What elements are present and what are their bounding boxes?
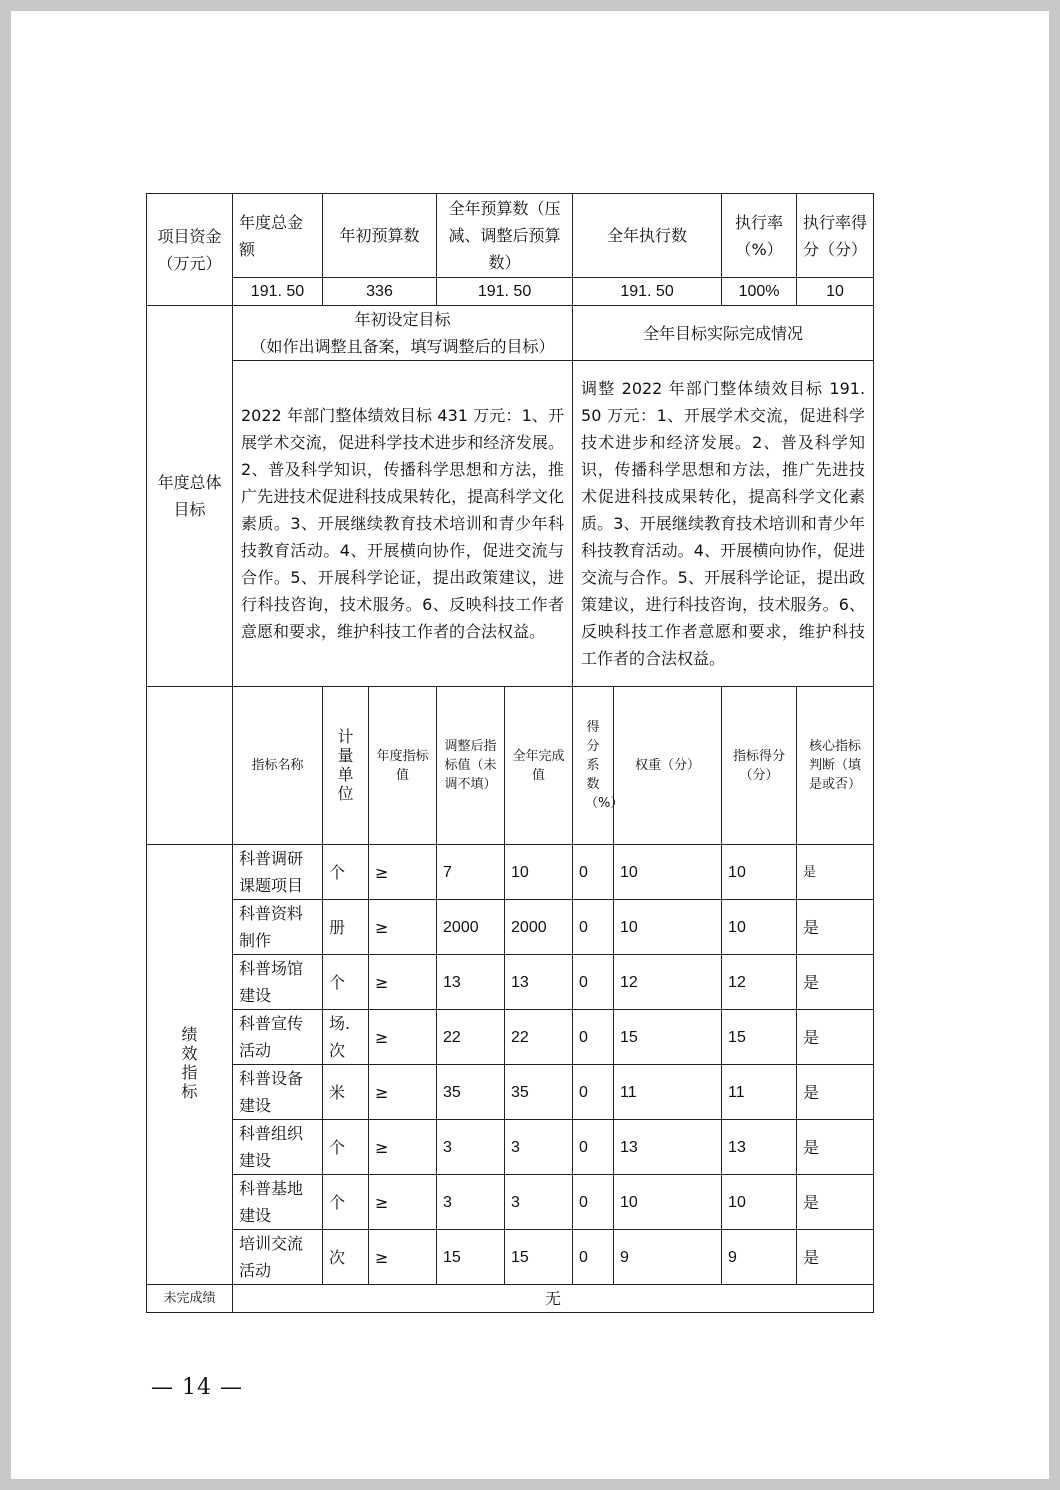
indicator-score: 11 <box>722 1065 797 1120</box>
indicator-unit: 册 <box>323 900 369 955</box>
performance-table <box>146 193 874 1313</box>
indicator-unit: 次 <box>323 1230 369 1285</box>
indicator-name: 科普设备建设 <box>233 1065 323 1120</box>
indicator-weight: 10 <box>614 1175 722 1230</box>
indicator-weight: 11 <box>614 1065 722 1120</box>
budget-section-label: 项目资金（万元） <box>147 194 233 306</box>
indicator-core: 是 <box>797 1175 874 1230</box>
goals-left-text: 2022 年部门整体绩效目标 431 万元：1、开展学术交流，促进科学技术进步和经济发展。2、普及科学知识，传播科学思想和方法，推广先进技术促进科技成果转化，提高科学文化素质。3、开展继续教育技术培训和青少年科技教育活动。4、开展横向协作，促进交流与合作。5、开展科学论证，提出政策建议，进行科技咨询，技术服务。6、反映科技工作者意愿和要求，维护科技工作者的合法权益。 <box>233 361 573 687</box>
indicator-weight: 12 <box>614 955 722 1010</box>
goals-section-label: 年度总体目标 <box>147 306 233 687</box>
unfinished-row <box>147 1285 874 1313</box>
goals-left-header-line1: 年初设定目标 <box>354 310 451 329</box>
budget-initial-header: 年初预算数 <box>323 194 437 278</box>
indicator-name: 科普资料制作 <box>233 900 323 955</box>
indicator-header-row <box>147 687 874 845</box>
indicator-core: 是 <box>797 1120 874 1175</box>
goals-right-header: 全年目标实际完成情况 <box>573 306 874 361</box>
indicator-core-header: 核心指标判断（填是或否） <box>797 687 874 845</box>
indicator-op: ≥ <box>369 1230 437 1285</box>
indicator-coef-header <box>573 687 624 845</box>
indicator-actual: 35 <box>505 1065 573 1120</box>
indicator-annual: 3 <box>437 1120 505 1175</box>
budget-rate-score-header: 执行率得分（分） <box>797 194 874 278</box>
table-row <box>147 900 874 955</box>
indicator-coef: 0 <box>573 1065 614 1120</box>
table-row <box>147 1010 874 1065</box>
indicator-actual: 13 <box>505 955 573 1010</box>
indicator-name: 科普宣传活动 <box>233 1010 323 1065</box>
indicator-weight: 13 <box>614 1120 722 1175</box>
indicator-unit-header <box>323 687 369 845</box>
indicator-name-header: 指标名称 <box>233 687 323 845</box>
indicator-actual: 22 <box>505 1010 573 1065</box>
indicator-score: 10 <box>722 845 797 900</box>
indicator-annual: 35 <box>437 1065 505 1120</box>
indicator-unit: 场.次 <box>323 1010 369 1065</box>
budget-total-header: 年度总金额 <box>233 194 323 278</box>
indicator-name: 科普调研课题项目 <box>233 845 323 900</box>
goals-header-row <box>147 306 874 361</box>
indicator-name: 科普组织建设 <box>233 1120 323 1175</box>
budget-rate-header: 执行率（%） <box>722 194 797 278</box>
indicator-annual: 15 <box>437 1230 505 1285</box>
budget-initial-value: 336 <box>323 278 437 306</box>
indicator-op: ≥ <box>369 1065 437 1120</box>
indicator-weight-header: 权重（分） <box>614 687 722 845</box>
indicators-section-label <box>147 845 233 1285</box>
table-row <box>147 1065 874 1120</box>
indicator-score: 15 <box>722 1010 797 1065</box>
indicator-unit: 个 <box>323 955 369 1010</box>
indicator-annual: 3 <box>437 1175 505 1230</box>
indicator-coef: 0 <box>573 1175 614 1230</box>
indicator-op: ≥ <box>369 1120 437 1175</box>
indicator-coef: 0 <box>573 1120 614 1175</box>
indicator-annual: 2000 <box>437 900 505 955</box>
indicator-unit: 米 <box>323 1065 369 1120</box>
budget-rate-score-value: 10 <box>797 278 874 306</box>
indicator-weight: 10 <box>614 845 722 900</box>
indicator-core: 是 <box>797 845 874 900</box>
indicator-unit: 个 <box>323 845 369 900</box>
table-row <box>147 955 874 1010</box>
indicator-op: ≥ <box>369 1175 437 1230</box>
indicator-actual: 2000 <box>505 900 573 955</box>
indicator-actual: 15 <box>505 1230 573 1285</box>
page-number: — 14 — <box>151 1375 243 1400</box>
budget-adjusted-header: 全年预算数（压减、调整后预算数） <box>437 194 573 278</box>
indicator-score: 12 <box>722 955 797 1010</box>
indicator-name: 科普场馆建设 <box>233 955 323 1010</box>
indicator-weight: 10 <box>614 900 722 955</box>
table-row <box>147 1120 874 1175</box>
indicator-adjusted-header: 调整后指标值（未调不填） <box>437 687 505 845</box>
indicator-annual: 7 <box>437 845 505 900</box>
indicator-annual: 22 <box>437 1010 505 1065</box>
indicator-coef: 0 <box>573 955 614 1010</box>
budget-executed-value: 191. 50 <box>573 278 722 306</box>
indicator-score: 9 <box>722 1230 797 1285</box>
goals-left-header-line2: （如作出调整且备案，填写调整后的目标） <box>250 337 555 356</box>
indicator-unit: 个 <box>323 1175 369 1230</box>
document-page <box>11 11 1049 1479</box>
indicator-score: 10 <box>722 900 797 955</box>
indicator-actual: 10 <box>505 845 573 900</box>
indicator-coef: 0 <box>573 900 614 955</box>
indicator-core: 是 <box>797 1010 874 1065</box>
indicator-name: 科普基地建设 <box>233 1175 323 1230</box>
goals-left-header <box>233 306 573 361</box>
budget-rate-value: 100% <box>722 278 797 306</box>
indicator-name: 培训交流活动 <box>233 1230 323 1285</box>
indicator-core: 是 <box>797 900 874 955</box>
indicator-weight: 9 <box>614 1230 722 1285</box>
goals-right-text: 调整 2022 年部门整体绩效目标 191. 50 万元：1、开展学术交流，促进科学技术进步和经济发展。2、普及科学知识，传播科学思想和方法，推广先进技术促进科技成果转化，提高科学文化素质。3、开展继续教育技术培训和青少年科技教育活动。4、开展横向协作，促进交流与合作。5、开展科学论证，提出政策建议，进行科技咨询，技术服务。6、反映科技工作者意愿和要求，维护科技工作者的合法权益。 <box>573 361 874 687</box>
indicator-op: ≥ <box>369 1010 437 1065</box>
indicators-section-label-text: 绩效指标 <box>181 1024 198 1101</box>
indicator-actual: 3 <box>505 1175 573 1230</box>
goals-body-row <box>147 361 874 687</box>
indicator-unit-header-text: 计量单位 <box>337 726 354 803</box>
table-row <box>147 1230 874 1285</box>
indicator-coef: 0 <box>573 1230 614 1285</box>
indicator-op: ≥ <box>369 900 437 955</box>
indicator-header-blank <box>147 687 233 845</box>
indicator-coef: 0 <box>573 1010 614 1065</box>
unfinished-label: 未完成绩 <box>147 1285 233 1313</box>
indicator-core: 是 <box>797 1230 874 1285</box>
budget-adjusted-value: 191. 50 <box>437 278 573 306</box>
indicator-score: 13 <box>722 1120 797 1175</box>
indicator-annual: 13 <box>437 955 505 1010</box>
indicator-coef: 0 <box>573 845 614 900</box>
indicator-op: ≥ <box>369 845 437 900</box>
indicator-score-header: 指标得分（分） <box>722 687 797 845</box>
budget-values-row <box>147 278 874 306</box>
indicator-weight: 15 <box>614 1010 722 1065</box>
indicator-actual-header: 全年完成值 <box>505 687 573 845</box>
indicator-op: ≥ <box>369 955 437 1010</box>
budget-executed-header: 全年执行数 <box>573 194 722 278</box>
indicator-coef-header-text: 得分系数（%） <box>585 720 624 811</box>
budget-header-row <box>147 194 874 278</box>
budget-total-value: 191. 50 <box>233 278 323 306</box>
indicator-core: 是 <box>797 1065 874 1120</box>
indicator-annual-header: 年度指标值 <box>369 687 437 845</box>
table-row <box>147 845 874 900</box>
indicator-actual: 3 <box>505 1120 573 1175</box>
indicator-score: 10 <box>722 1175 797 1230</box>
indicator-unit: 个 <box>323 1120 369 1175</box>
table-row <box>147 1175 874 1230</box>
unfinished-value: 无 <box>233 1285 874 1313</box>
indicator-core: 是 <box>797 955 874 1010</box>
